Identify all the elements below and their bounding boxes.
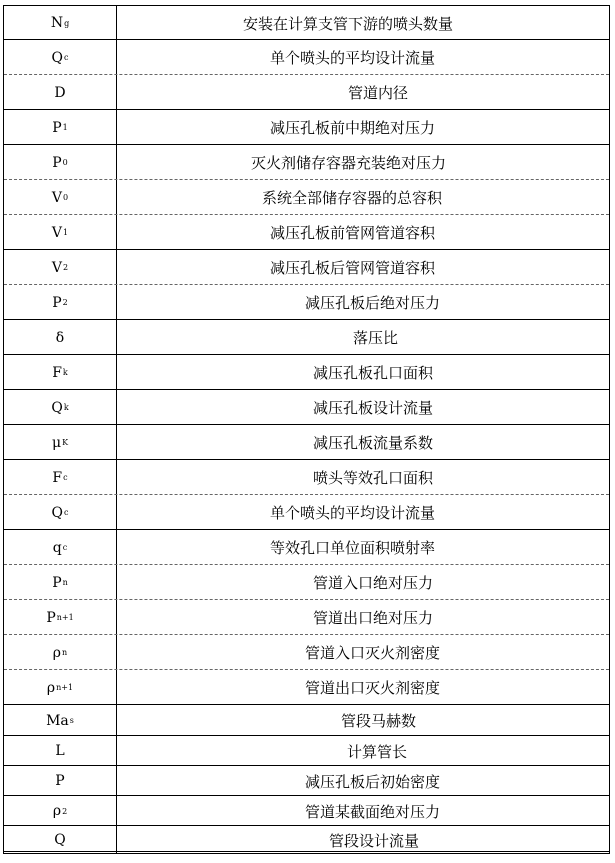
symbol-cell [4,355,117,390]
symbol-text: F [52,364,62,381]
description-cell [117,766,609,796]
description-text: 喷头等效孔口面积 [313,469,434,487]
symbol-text: Ma [46,712,69,729]
description-cell [117,705,609,736]
description-cell [117,75,609,110]
table-row [3,670,610,705]
table-row [3,796,610,826]
table-row [3,425,610,460]
symbol-cell [4,670,117,705]
symbol-text: P [52,574,62,591]
symbol-text: V [51,259,63,276]
description-cell [117,110,609,145]
symbol-cell [4,530,117,565]
symbol-subscript: c [64,508,69,517]
description-text: 减压孔板后管网管道容积 [270,259,436,277]
description-cell [117,355,609,390]
symbol-text: μ [51,434,62,451]
description-text: 单个喷头的平均设计流量 [270,504,436,522]
symbol-text: P [46,609,56,626]
description-cell [117,250,609,285]
symbol-text: Q [51,504,63,521]
table-row [3,75,610,110]
symbol-text: q [52,539,62,556]
symbol-cell [4,796,117,826]
symbol-cell [4,110,117,145]
description-cell [117,320,609,355]
symbol-cell [4,285,117,320]
symbol-subscript: k [62,368,68,377]
symbol-cell [4,40,117,75]
table-row [3,530,610,565]
symbol-subscript: g [64,18,70,28]
symbol-subscript: c [63,473,68,482]
symbol-text: ρ [52,803,62,819]
description-cell [117,40,609,75]
symbol-subscript: 1 [62,123,68,132]
symbol-subscript: 0 [63,193,69,202]
table-row [3,390,610,425]
table-row [3,110,610,145]
symbol-subscript: n [62,648,68,657]
description-text: 管道入口绝对压力 [313,574,434,592]
symbol-text: δ [55,329,65,346]
table-row [3,285,610,320]
symbol-cell [4,390,117,425]
description-cell [117,635,609,670]
description-cell [117,6,609,40]
symbol-text: Q [54,832,66,848]
description-text: 减压孔板后绝对压力 [305,294,441,312]
table-row [3,635,610,670]
description-text: 管段马赫数 [341,712,417,730]
description-text: 管道出口灭火剂密度 [305,679,441,697]
table-row [3,565,610,600]
symbol-subscript: 2 [62,298,68,307]
description-cell [117,215,609,250]
table-row [3,320,610,355]
description-cell [117,530,609,565]
table-row [3,40,610,75]
symbol-subscript: 2 [62,806,68,816]
symbol-cell [4,826,117,854]
description-text: 减压孔板流量系数 [313,434,434,452]
symbol-cell [4,495,117,530]
symbol-cell [4,250,117,285]
symbol-cell [4,75,117,110]
table-row [3,180,610,215]
table-row [3,355,610,390]
description-cell [117,565,609,600]
description-text: 等效孔口单位面积喷射率 [270,539,436,557]
symbol-text: P [52,294,62,311]
symbol-subscript: c [64,53,69,62]
table-row [3,736,610,766]
symbol-subscript: n+1 [56,683,74,692]
description-text: 管段设计流量 [329,831,420,850]
row-divider [4,851,609,854]
symbol-subscript: K [62,438,69,447]
description-cell [117,495,609,530]
symbol-cell [4,600,117,635]
symbol-table [3,5,610,854]
description-text: 落压比 [353,329,399,347]
table-row [3,766,610,796]
symbol-cell [4,460,117,495]
description-cell [117,285,609,320]
table-row [3,826,610,854]
description-text: 减压孔板前管网管道容积 [270,224,436,242]
symbol-cell [4,145,117,180]
symbol-text: ρ [52,644,62,661]
table-row [3,600,610,635]
symbol-text: N [50,15,64,31]
description-text: 减压孔板前中期绝对压力 [270,119,436,137]
symbol-text: F [52,469,63,486]
symbol-cell [4,766,117,796]
table-row [3,705,610,736]
symbol-cell [4,635,117,670]
symbol-text: Q [51,49,63,66]
symbol-text: L [55,743,65,759]
symbol-text: P [52,119,62,136]
symbol-subscript: 0 [62,158,68,167]
description-text: 系统全部储存容器的总容积 [262,189,443,207]
description-text: 灭火剂储存容器充装绝对压力 [251,154,447,172]
table-row [3,495,610,530]
symbol-text: ρ [46,679,56,696]
symbol-text: V [51,224,63,241]
symbol-cell [4,180,117,215]
table-row [3,250,610,285]
symbol-cell [4,6,117,40]
symbol-cell [4,705,117,736]
symbol-text: Q [51,399,63,416]
table-row [3,215,610,250]
description-text: 管道入口灭火剂密度 [305,644,441,662]
description-cell [117,826,609,854]
symbol-cell [4,425,117,460]
symbol-subscript: 1 [63,228,69,237]
symbol-cell [4,320,117,355]
description-text: 安装在计算支管下游的喷头数量 [243,14,454,33]
symbol-cell [4,565,117,600]
description-cell [117,600,609,635]
description-text: 管道某截面绝对压力 [305,802,441,821]
symbol-text: P [52,154,62,171]
description-cell [117,180,609,215]
description-text: 计算管长 [347,742,408,761]
description-cell [117,460,609,495]
description-text: 减压孔板后初始密度 [305,772,441,791]
symbol-subscript: s [69,716,74,725]
description-text: 单个喷头的平均设计流量 [270,49,436,67]
symbol-text: D [54,84,66,101]
symbol-cell [4,215,117,250]
table-row [3,5,610,40]
description-text: 管道内径 [348,84,409,102]
symbol-subscript: n [62,578,68,587]
description-cell [117,736,609,766]
description-cell [117,670,609,705]
description-cell [117,145,609,180]
symbol-text: V [51,189,63,206]
table-row [3,460,610,495]
symbol-subscript: c [62,543,68,552]
symbol-cell [4,736,117,766]
description-text: 减压孔板设计流量 [313,399,434,417]
description-text: 管道出口绝对压力 [313,609,434,627]
symbol-subscript: n+1 [56,613,74,622]
table-row [3,145,610,180]
symbol-text: P [55,773,65,789]
symbol-subscript: 2 [63,263,69,272]
description-cell [117,425,609,460]
description-cell [117,796,609,826]
description-cell [117,390,609,425]
description-text: 减压孔板孔口面积 [313,364,434,382]
symbol-subscript: k [63,403,69,412]
